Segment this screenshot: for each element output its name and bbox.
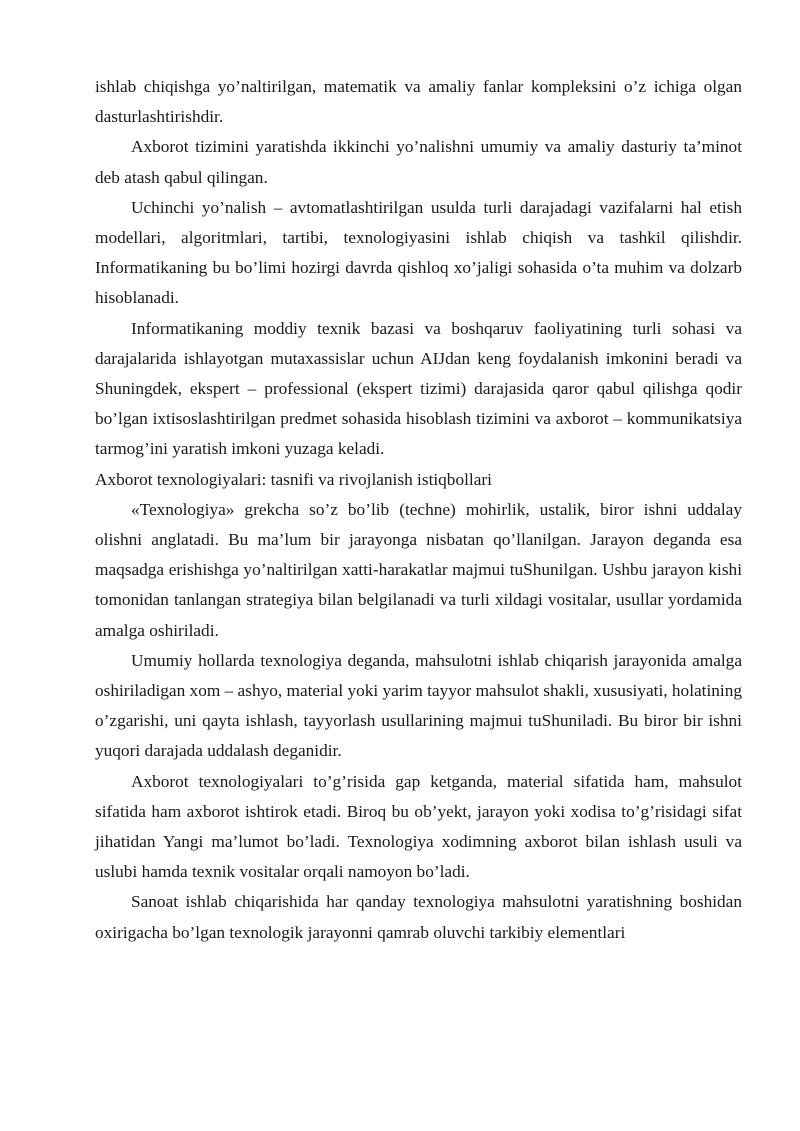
paragraph-technology-definition: «Texnologiya» grekcha so’z bo’lib (techne) mohirlik, ustalik, biror ishni uddalay olishni anglatadi. Bu ma’lum bir jarayonga nisbatan qo’llanilgan. Jarayon deganda esa maqsadga erishishga yo’naltirilgan xatti-harakatlar majmui tuShunilgan. Ushbu jarayon kishi tomonidan tanlangan strategiya bilan belgilanadi va turli xildagi vositalar, usullar yordamida amalga oshiriladi. [95,499,742,640]
paragraph-informatics-base: Informatikaning moddiy texnik bazasi va boshqaruv faoliyatining turli sohasi va darajalarida ishlayotgan mutaxassislar uchun AIJdan keng foydalanish imkonini beradi va Shuningdek, ekspert – professional (ekspert tizimi) darajasida qaror qabul qilishga qodir bo’lgan ixtisoslashtirilgan predmet sohasida hisoblash tizimini va axborot – kommunikatsiya tarmog’ini yaratish imkoni yuzaga keladi. [95,318,742,459]
paragraph-general-technology: Umumiy hollarda texnologiya deganda, mahsulotni ishlab chiqarish jarayonida amalga oshiriladigan xom – ashyo, material yoki yarim tayyor mahsulot shakli, xususiyati, holatining o’zgarishi, uni qayta ishlash, tayyorlash usullarining majmui tuShuniladi. Bu biror bir ishni yuqori darajada uddalash deganidir. [95,650,742,761]
paragraph-industrial-production: Sanoat ishlab chiqarishida har qanday texnologiya mahsulotni yaratishning boshidan oxirigacha bo’lgan texnologik jarayonni qamrab oluvchi tarkibiy elementlari [95,892,742,942]
section-heading: Axborot texnologiyalari: tasnifi va rivojlanish istiqbollari [95,469,492,489]
paragraph-second-direction: Axborot tizimini yaratishda ikkinchi yo’nalishni umumiy va amaliy dasturiy ta’minot deb atash qabul qilingan. [95,137,742,187]
paragraph-third-direction: Uchinchi yo’nalish – avtomatlashtirilgan usulda turli darajadagi vazifalarni hal etish modellari, algoritmlari, tartibi, texnologiyasini ishlab chiqish va tashkil qilishdir. Informatikaning bu bo’limi hozirgi davrda qishloq xo’jaligi sohasida o’ta muhim va dolzarb hisoblanadi. [95,197,742,308]
document-page [95,72,742,948]
paragraph-continuation: ishlab chiqishga yo’naltirilgan, matematik va amaliy fanlar kompleksini o’z ichiga olgan dasturlashtirishdir. [95,77,742,127]
paragraph-information-technology: Axborot texnologiyalari to’g’risida gap ketganda, material sifatida ham, mahsulot sifatida ham axborot ishtirok etadi. Biroq bu ob’yekt, jarayon yoki xodisa to’g’risidagi sifat jihatidan Yangi ma’lumot bo’ladi. Texnologiya xodimning axborot bilan ishlash usuli va uslubi hamda texnik vositalar orqali namoyon bo’ladi. [95,771,742,882]
